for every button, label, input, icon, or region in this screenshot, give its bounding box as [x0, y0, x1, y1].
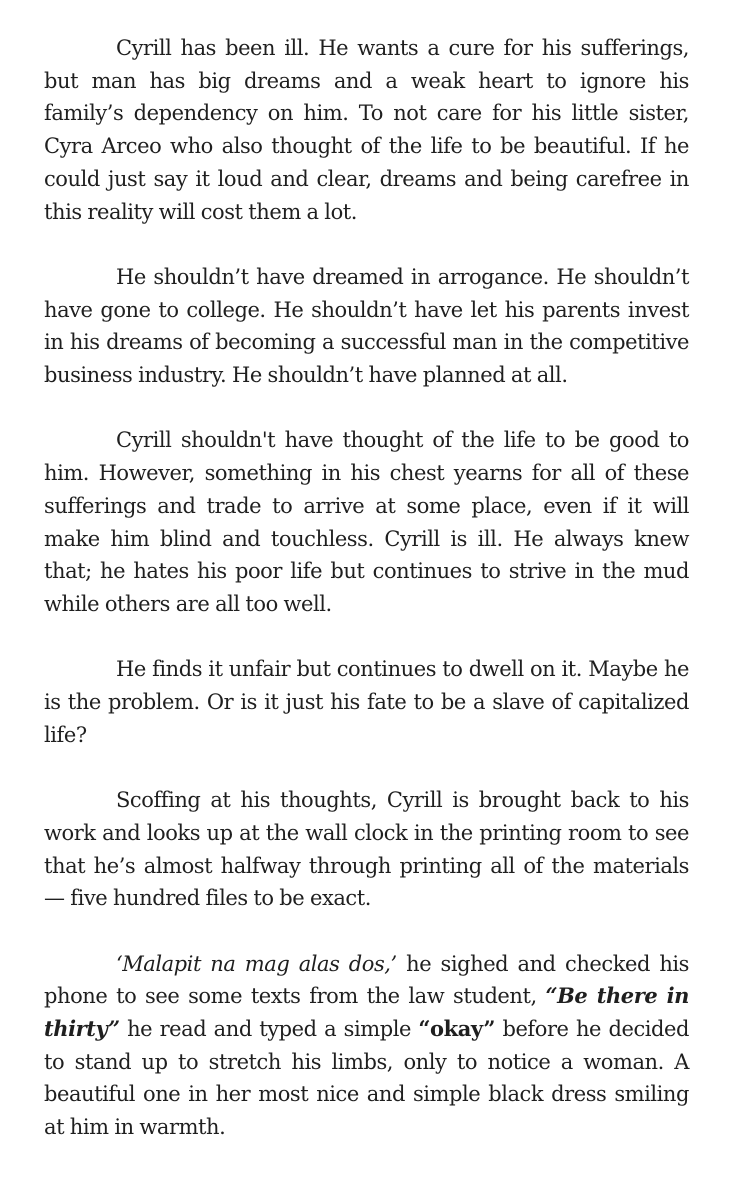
paragraph-3: Cyrill shouldn't have thought of the life to be good to him. However, something in his chest yearns for all of these sufferings and trade to arrive at some place, even if it will make him blind and touchless. Cyrill is ill. He always knew that; he hates his poor life but continues to strive in the mud while others are all too well. [44, 428, 689, 616]
paragraph-6 [44, 948, 689, 1144]
narration-text: he sighed and checked his phone to see some texts from the law student, [44, 951, 689, 1009]
paragraph-1: Cyrill has been ill. He wants a cure for his sufferings, but man has big dreams and a weak heart to ignore his family’s dependency on him. To not care for his little sister, Cyra Arceo who also thought of the life to be beautiful. If he could just say it loud and clear, dreams and being carefree in this reality will cost them a lot. [44, 36, 689, 224]
narration-text: he read and typed a simple [119, 1017, 419, 1042]
paragraph-5: Scoffing at his thoughts, Cyrill is brought back to his work and looks up at the wall clock in the printing room to see that he’s almost halfway through printing all of the materials — five hundred files to be exact. [44, 788, 689, 911]
paragraph-4: He finds it unfair but continues to dwell on it. Maybe he is the problem. Or is it just his fate to be a slave of capitalized life? [44, 657, 689, 747]
italic-thought: ‘Malapit na mag alas dos,’ [116, 951, 397, 976]
narration-text: before he decided to stand up to stretch his limbs, only to notice a woman. A beautiful one in her most nice and simple black dress smiling at him in warmth. [44, 1017, 689, 1140]
paragraph-2: He shouldn’t have dreamed in arrogance. He shouldn’t have gone to college. He shouldn’t have let his parents invest in his dreams of becoming a successful man in the competitive business industry. He shouldn’t have planned at all. [44, 264, 689, 388]
text-message-quote-text: “Be there in thirty” [44, 983, 689, 1042]
reply-quote: “okay” [418, 1016, 495, 1042]
